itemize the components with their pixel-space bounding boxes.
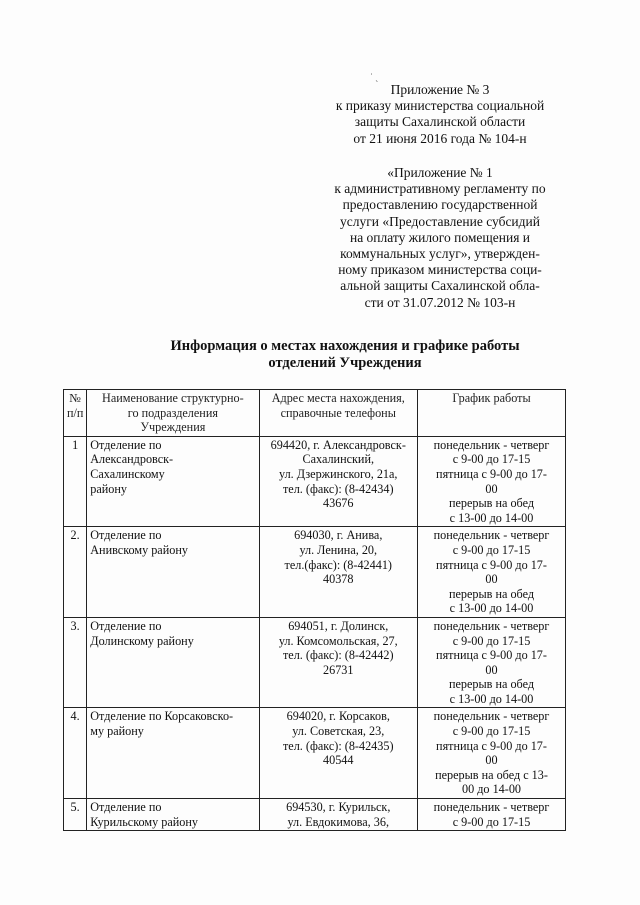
title-line: Информация о местах нахождения и графике работы [170,338,520,354]
address-line: 40378 [323,572,354,587]
schedule-line: перерыв на обед [448,677,535,692]
header-text: Наименование структурно- [102,391,244,405]
name-line: Отделение по [90,437,162,452]
header-name [87,390,259,437]
row-name [87,617,259,708]
appendix-3-line: Приложение № 3 [390,82,490,97]
row-address [259,617,418,708]
header-text: го подразделения [127,405,218,420]
address-line: ул. Евдокимова, 36, [287,814,390,829]
row-address [259,527,418,618]
scan-mark: ˙ ˏ [370,72,379,82]
name-line: Анивскому району [90,542,188,557]
row-schedule [418,708,566,799]
schedule-line: с 9-00 до 17-15 [452,724,531,739]
schedule-line: 00 [485,572,498,587]
schedule-line: пятница с 9-00 до 17- [436,466,547,481]
table-row [64,527,566,618]
schedule-line: с 9-00 до 17-15 [452,542,531,557]
address-line: 694420, г. Александровск- [270,437,406,452]
document-title [110,338,580,372]
row-address [259,436,418,527]
name-line: Отделение по [90,800,162,815]
name-line: Александровск- [90,452,174,467]
table-row [64,708,566,799]
schedule-line: с 13-00 до 14-00 [449,691,534,706]
address-line: 694051, г. Долинск, [288,618,389,633]
header-text: Учреждения [140,420,206,435]
row-name [87,436,259,527]
table-row [64,799,566,831]
address-line: Сахалинский, [302,452,375,467]
header-schedule [418,390,566,437]
address-line: тел. (факс): (8-42435) [282,738,394,753]
appendix-1-line: «Приложение № 1 [387,165,493,180]
schedule-line: с 9-00 до 17-15 [452,814,531,829]
appendix-1-line: коммунальных услуг», утвержден- [340,246,540,262]
appendix-3-line: защиты Сахалинской области [354,114,526,130]
address-line: тел.(факс): (8-42441) [284,557,392,572]
header-text: п/п [67,405,84,420]
schedule-line: пятница с 9-00 до 17- [436,648,547,663]
address-line: тел. (факс): (8-42442) [282,648,394,663]
address-line: ул. Советская, 23, [292,724,385,739]
address-line: 694030, г. Анива, [294,528,383,543]
row-schedule [418,436,566,527]
title-line: отделений Учреждения [268,355,422,371]
row-name [87,527,259,618]
address-line: 43676 [323,496,354,511]
row-num: 5. [64,799,87,831]
table-header-row [64,390,566,437]
row-name [87,799,259,831]
schedule-line: с 9-00 до 17-15 [452,452,531,467]
name-line: Долинскому району [90,633,194,648]
schedule-line: понедельник - четверг [433,618,550,633]
name-line: Отделение по Корсаковско- [90,709,234,724]
name-line: му району [90,724,144,739]
address-line: ул. Ленина, 20, [299,542,378,557]
schedule-line: понедельник - четверг [433,800,550,815]
schedule-line: 00 [485,753,498,768]
appendix-1-line: сти от 31.07.2012 № 103-н [364,294,516,310]
address-line: 694020, г. Корсаков, [286,709,390,724]
row-schedule [418,527,566,618]
schedule-line: с 13-00 до 14-00 [449,601,534,616]
schedule-line: с 13-00 до 14-00 [449,510,534,525]
schedule-line: 00 [485,662,498,677]
appendix-1-line: предоставлению государственной [342,197,538,213]
row-name [87,708,259,799]
header-text: справочные телефоны [280,405,396,420]
name-line: Отделение по [90,528,162,543]
appendix-3-line: от 21 июня 2016 года № 104-н [353,130,527,146]
schedule-line: перерыв на обед [448,496,535,511]
schedule-line: 00 [485,481,498,496]
departments-table [63,389,566,831]
row-num: 3. [64,617,87,708]
appendix-3-line: к приказу министерства социальной [335,98,545,114]
row-num: 1 [64,436,87,527]
appendix-1-line: на оплату жилого помещения и [349,229,531,245]
name-line: Отделение по [90,618,162,633]
schedule-line: перерыв на обед [448,586,535,601]
appendix-1-line: ному приказом министерства соци- [338,262,542,278]
address-line: ул. Дзержинского, 21а, [279,466,398,481]
schedule-line: с 9-00 до 17-15 [452,633,531,648]
name-line: району [90,481,127,496]
schedule-line: понедельник - четверг [433,709,550,724]
address-line: тел. (факс): (8-42434) [282,481,394,496]
appendix-3-header [300,82,580,147]
schedule-line: пятница с 9-00 до 17- [436,557,547,572]
row-schedule [418,799,566,831]
schedule-line: понедельник - четверг [433,437,550,452]
row-address [259,799,418,831]
schedule-line: 00 до 14-00 [462,782,522,797]
name-line: Сахалинскому [90,466,165,481]
address-line: 26731 [323,662,354,677]
table-row [64,617,566,708]
row-address [259,708,418,799]
address-line: 694530, г. Курильск, [286,800,391,815]
appendix-1-line: альной защиты Сахалинской обла- [340,278,540,294]
schedule-line: пятница с 9-00 до 17- [436,738,547,753]
row-num: 4. [64,708,87,799]
table-row [64,436,566,527]
appendix-1-line: к административному регламенту по [334,181,546,197]
header-text: № [69,391,81,405]
address-line: ул. Комсомольская, 27, [278,633,398,648]
schedule-line: перерыв на обед с 13- [435,767,548,782]
address-line: 40544 [323,753,354,768]
header-text: График работы [452,391,531,405]
name-line: Курильскому району [90,814,198,829]
row-num: 2. [64,527,87,618]
appendix-1-line: услуги «Предоставление субсидий [340,213,540,229]
header-address [259,390,418,437]
row-schedule [418,617,566,708]
header-text: Адрес места нахождения, [271,391,405,405]
header-num [64,390,87,437]
schedule-line: понедельник - четверг [433,528,550,543]
appendix-1-header [300,165,580,311]
